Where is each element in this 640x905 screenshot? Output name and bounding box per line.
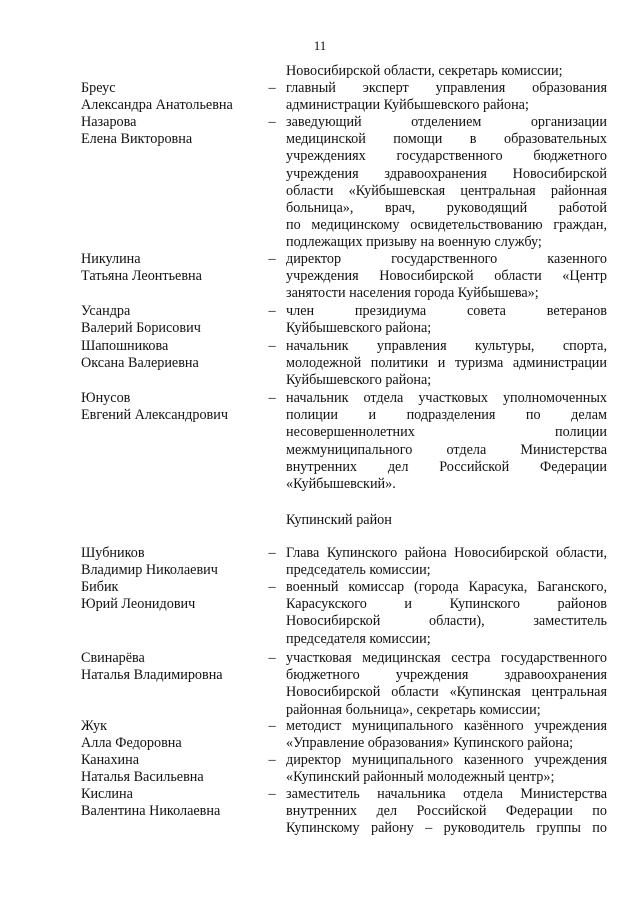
member-given-names: Валентина Николаевна xyxy=(81,803,221,820)
member-given-names: Александра Анатольевна xyxy=(81,97,233,114)
page-number: 11 xyxy=(313,38,327,53)
member-position-line: несовершеннолетних полиции xyxy=(286,424,607,441)
member-position-line: больница», врач, руководящий работой xyxy=(286,200,607,216)
member-surname: Шубников xyxy=(81,545,145,561)
member-position-line: занятости населения города Куйбышева»; xyxy=(286,285,539,302)
member-position-line: по медицинскому освидетельствованию граждан, xyxy=(286,217,607,234)
member-given-names: Наталья Владимировна xyxy=(81,667,223,684)
member-position-line: Куйбышевского района; xyxy=(286,372,432,389)
member-position-line: методист муниципального казённого учреждения xyxy=(286,718,607,734)
member-position-line: председатель комиссии; xyxy=(286,562,431,579)
member-position-line: Купинскому району – руководитель группы по xyxy=(286,820,607,837)
member-surname: Назарова xyxy=(81,114,137,130)
member-given-names: Оксана Валериевна xyxy=(81,355,199,372)
member-surname: Бибик xyxy=(81,579,119,595)
member-position-line: заместитель начальника отдела Министерства xyxy=(286,786,607,802)
member-surname: Юнусов xyxy=(81,390,131,406)
member-position-line: учреждения Новосибирской области «Центр xyxy=(286,268,607,285)
member-position-line: бюджетного учреждения здравоохранения xyxy=(286,667,607,684)
member-given-names: Елена Викторовна xyxy=(81,131,193,148)
member-position-line: «Куйбышевский». xyxy=(286,476,396,492)
member-given-names: Валерий Борисович xyxy=(81,320,201,337)
member-surname: Бреус xyxy=(81,80,116,96)
member-position-line: Новосибирской области «Купинская центральная xyxy=(286,684,607,701)
entry-dash: – xyxy=(268,338,276,354)
member-position-line: учреждениях государственного бюджетного xyxy=(286,148,607,165)
member-position-line: Карасукского и Купинского районов xyxy=(286,596,607,613)
member-position-line: межмуниципального отдела Министерства xyxy=(286,441,607,458)
member-position-line: внутренних дел Российской Федерации xyxy=(286,458,607,475)
member-surname: Шапошникова xyxy=(81,338,169,354)
member-position-line: Куйбышевского района; xyxy=(286,320,432,337)
entry-dash: – xyxy=(268,114,276,130)
member-position-line: подлежащих призыву на военную службу; xyxy=(286,234,542,251)
member-position-line: председателя комиссии; xyxy=(286,630,431,647)
member-given-names: Владимир Николаевич xyxy=(81,562,218,579)
member-position-line: внутренних дел Российской Федерации по xyxy=(286,803,607,820)
member-surname: Усандра xyxy=(81,303,131,319)
member-position-line: полиции и подразделения по делам xyxy=(286,407,607,424)
member-position-line: военный комиссар (города Карасука, Баганского, xyxy=(286,579,607,595)
section-heading: Купинский район xyxy=(286,512,392,528)
member-position-line: «Управление образования» Купинского района; xyxy=(286,735,574,752)
member-position-line: учреждения здравоохранения Новосибирской xyxy=(286,165,607,182)
member-position-line: области «Куйбышевская центральная районная xyxy=(286,182,607,199)
member-given-names: Наталья Васильевна xyxy=(81,769,204,786)
entry-dash: – xyxy=(268,303,276,319)
member-position-line: директор муниципального казенного учреждения xyxy=(286,752,607,768)
member-surname: Жук xyxy=(81,718,108,734)
member-surname: Канахина xyxy=(81,752,140,768)
member-position-line: Новосибирской области), заместитель xyxy=(286,613,607,630)
entry-dash: – xyxy=(268,650,276,666)
member-position-line: Глава Купинского района Новосибирской области, xyxy=(286,545,607,561)
member-position-line: «Купинский районный молодежный центр»; xyxy=(286,769,555,786)
entry-dash: – xyxy=(268,752,276,768)
member-given-names: Алла Федоровна xyxy=(81,735,182,752)
member-position-line: администрации Куйбышевского района; xyxy=(286,97,529,114)
member-position-line: медицинской помощи в образовательных xyxy=(286,131,607,148)
member-position-line: главный эксперт управления образования xyxy=(286,80,607,96)
member-position-line: директор государственного казенного xyxy=(286,251,607,267)
member-surname: Кислина xyxy=(81,786,133,802)
entry-dash: – xyxy=(268,718,276,734)
member-surname: Свинарёва xyxy=(81,650,145,666)
member-position-line: член президиума совета ветеранов xyxy=(286,303,607,319)
entry-dash: – xyxy=(268,545,276,561)
member-position-line: районная больница», секретарь комиссии; xyxy=(286,701,541,718)
member-given-names: Евгений Александрович xyxy=(81,407,228,424)
member-position-line: участковая медицинская сестра государственного xyxy=(286,650,607,666)
entry-dash: – xyxy=(268,579,276,595)
member-position-line: молодежной политики и туризма администрации xyxy=(286,355,607,372)
member-position-line: начальник отдела участковых уполномоченных xyxy=(286,390,607,406)
entry-dash: – xyxy=(268,390,276,406)
entry-dash: – xyxy=(268,80,276,96)
entry-dash: – xyxy=(268,251,276,267)
member-given-names: Юрий Леонидович xyxy=(81,596,196,613)
entry-dash: – xyxy=(268,786,276,802)
member-position-line: заведующий отделением организации xyxy=(286,114,607,130)
member-given-names: Татьяна Леонтьевна xyxy=(81,268,202,285)
member-surname: Никулина xyxy=(81,251,141,267)
member-position-line: Новосибирской области, секретарь комиссии; xyxy=(286,63,563,79)
member-position-line: начальник управления культуры, спорта, xyxy=(286,338,607,354)
